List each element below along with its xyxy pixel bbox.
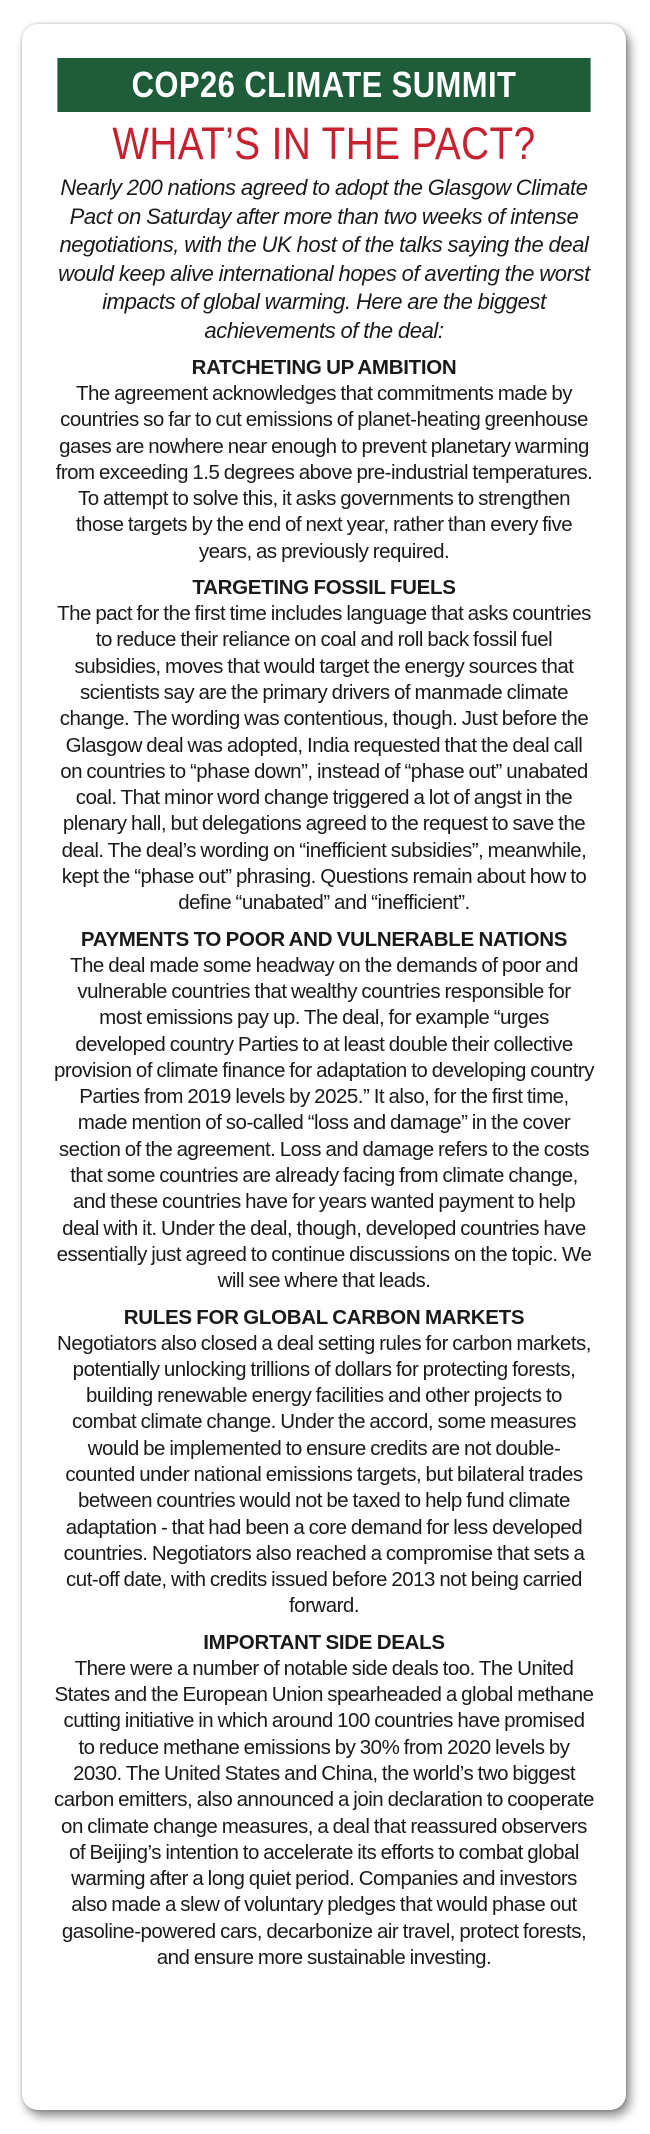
section-global-carbon-markets (54, 1305, 594, 1620)
section-heading: PAYMENTS TO POOR AND VULNERABLE NATIONS (80, 927, 568, 951)
section-heading: RATCHETING UP AMBITION (191, 356, 457, 379)
section-heading: IMPORTANT SIDE DEALS (203, 1630, 445, 1654)
section-body: The pact for the first time includes language that asks countries to reduce their reliance on coal and roll back fossil fuel subsidies, moves that would target the energy sources that scientists say are the primary drivers of manmade climate change. The wording was contentious, though. Just before the Glasgow deal was adopted, India requested that the deal call on countries to “phase down”, instead of “phase out” unabated coal. That minor word change triggered a lot of angst in the plenary hall, but delegations agreed to the request to save the deal. The deal’s wording on “inefficient subsidies”, meanwhile, kept the “phase out” phrasing. Questions remain about how to define “unabated” and “inefficient”. (57, 602, 591, 915)
section-body: Negotiators also closed a deal setting rules for carbon markets, potentially unlocking trillions of dollars for protecting forests, building renewable energy facilities and other projects to combat climate change. Under the accord, some measures would be implemented to ensure credits are not double-counted under national emissions targets, but bilateral trades between countries would not be taxed to help fund climate adaptation - that had been a core demand for less developed countries. Negotiators also reached a compromise that sets a cut-off date, with credits issued before 2013 not being carried forward. (57, 1331, 591, 1618)
section-body: The deal made some headway on the demands of poor and vulnerable countries that wealthy countries responsible for most emissions pay up. The deal, for example “urges developed country Parties to at least double their collective provision of climate finance for adaptation to developing country Parties from 2019 levels by 2025.” It also, for the first time, made mention of so-called “loss and damage” in the cover section of the agreement. Loss and damage refers to the costs that some countries are already facing from climate change, and these countries have for years wanted payment to help deal with it. Under the deal, though, developed countries have essentially just agreed to continue discussions on the topic. We will see where that leads. (54, 953, 595, 1293)
section-targeting-fossil-fuels (54, 575, 594, 917)
section-heading: TARGETING FOSSIL FUELS (192, 576, 456, 600)
section-body: There were a number of notable side deals too. The United States and the European Union spearheaded a global methane cutting initiative in which around 100 countries have promised to reduce methane emissions by 30% from 2020 levels by 2030. The United States and China, the world’s two biggest carbon emitters, also announced a join declaration to cooperate on climate change measures, a deal that reassured observers of Beijing’s intention to accelerate its efforts to combat global warming after a long quiet period. Companies and investors also made a slew of voluntary pledges that would phase out gasoline-powered cars, decarbonize air travel, protect forests, and ensure more sustainable investing. (54, 1656, 594, 1970)
article-card (22, 24, 626, 2110)
section-ratcheting-up-ambition (54, 355, 594, 565)
section-payments-to-poor-nations (54, 927, 594, 1295)
article-intro: Nearly 200 nations agreed to adopt the Glasgow Climate Pact on Saturday after more than two weeks of intense negotiations, with the UK host of the talks saying the deal would keep alive international hopes of averting the worst impacts of global warming. Here are the biggest achievements of the deal: (58, 175, 590, 343)
summit-banner: COP26 CLIMATE SUMMIT (57, 58, 590, 112)
section-important-side-deals (54, 1630, 594, 1972)
article-headline: WHAT’S IN THE PACT? (112, 118, 536, 169)
section-heading: RULES FOR GLOBAL CARBON MARKETS (123, 1305, 525, 1329)
section-body: The agreement acknowledges that commitments made by countries so far to cut emissions of planet-heating greenhouse gases are nowhere near enough to prevent planetary warming from exceeding 1.5 degrees above pre-industrial temperatures. To attempt to solve this, it asks governments to strengthen those targets by the end of next year, rather than every five years, as previously required. (55, 382, 593, 563)
